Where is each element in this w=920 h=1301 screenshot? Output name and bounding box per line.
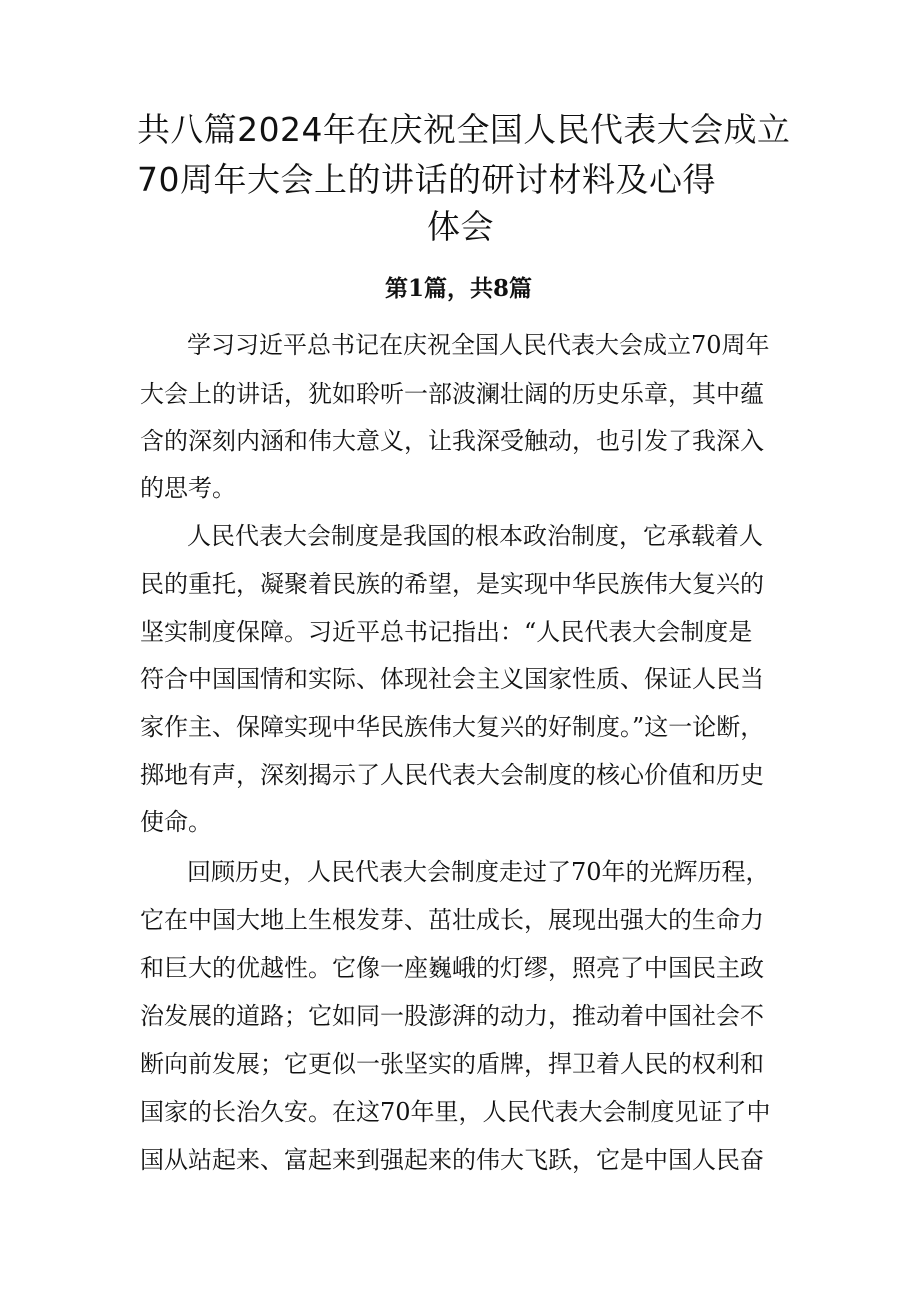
- part-indicator: 第1篇，共8篇: [385, 275, 533, 302]
- paragraph-line: 大会上的讲话，犹如聆听一部波澜壮阔的历史乐章，其中蕴: [140, 380, 764, 408]
- document-title-line-3: 体会: [427, 207, 494, 246]
- paragraph-line: 家作主、保障实现中华民族伟大复兴的好制度。”这一论断，: [140, 713, 765, 741]
- paragraph-line: 和巨大的优越性。它像一座巍峨的灯缪，照亮了中国民主政: [140, 954, 764, 982]
- paragraph-line: 符合中国国情和实际、体现社会主义国家性质、保证人民当: [140, 665, 764, 693]
- paragraph-line: 使命。: [140, 808, 212, 836]
- paragraph-line: 它在中国大地上生根发芽、茁壮成长，展现出强大的生命力: [140, 906, 764, 934]
- paragraph-line: 回顾历史，人民代表大会制度走过了70年的光辉历程，: [187, 858, 770, 886]
- paragraph-line: 国从站起来、富起来到强起来的伟大飞跃，它是中国人民奋: [140, 1146, 764, 1174]
- paragraph-line: 坚实制度保障。习近平总书记指出：“人民代表大会制度是: [140, 618, 753, 646]
- paragraph-line: 的思考。: [140, 474, 236, 502]
- paragraph-line: 断向前发展；它更似一张坚实的盾牌，捍卫着人民的权利和: [140, 1050, 764, 1078]
- paragraph-line: 国家的长治久安。在这70年里，人民代表大会制度见证了中: [140, 1098, 771, 1126]
- paragraph-line: 学习习近平总书记在庆祝全国人民代表大会成立70周年: [187, 331, 770, 359]
- document-title-line-2: 70周年大会上的讲话的研讨材料及心得: [137, 160, 716, 199]
- paragraph-line: 治发展的道路；它如同一股澎湃的动力，推动着中国社会不: [140, 1002, 764, 1030]
- document-title-line-1: 共八篇2024年在庆祝全国人民代表大会成立: [137, 110, 791, 149]
- paragraph-line: 掷地有声，深刻揭示了人民代表大会制度的核心价值和历史: [140, 761, 764, 789]
- paragraph-line: 民的重托，凝聚着民族的希望，是实现中华民族伟大复兴的: [140, 570, 764, 598]
- paragraph-line: 含的深刻内涵和伟大意义，让我深受触动，也引发了我深入: [140, 427, 764, 455]
- paragraph-line: 人民代表大会制度是我国的根本政治制度，它承载着人: [187, 522, 763, 550]
